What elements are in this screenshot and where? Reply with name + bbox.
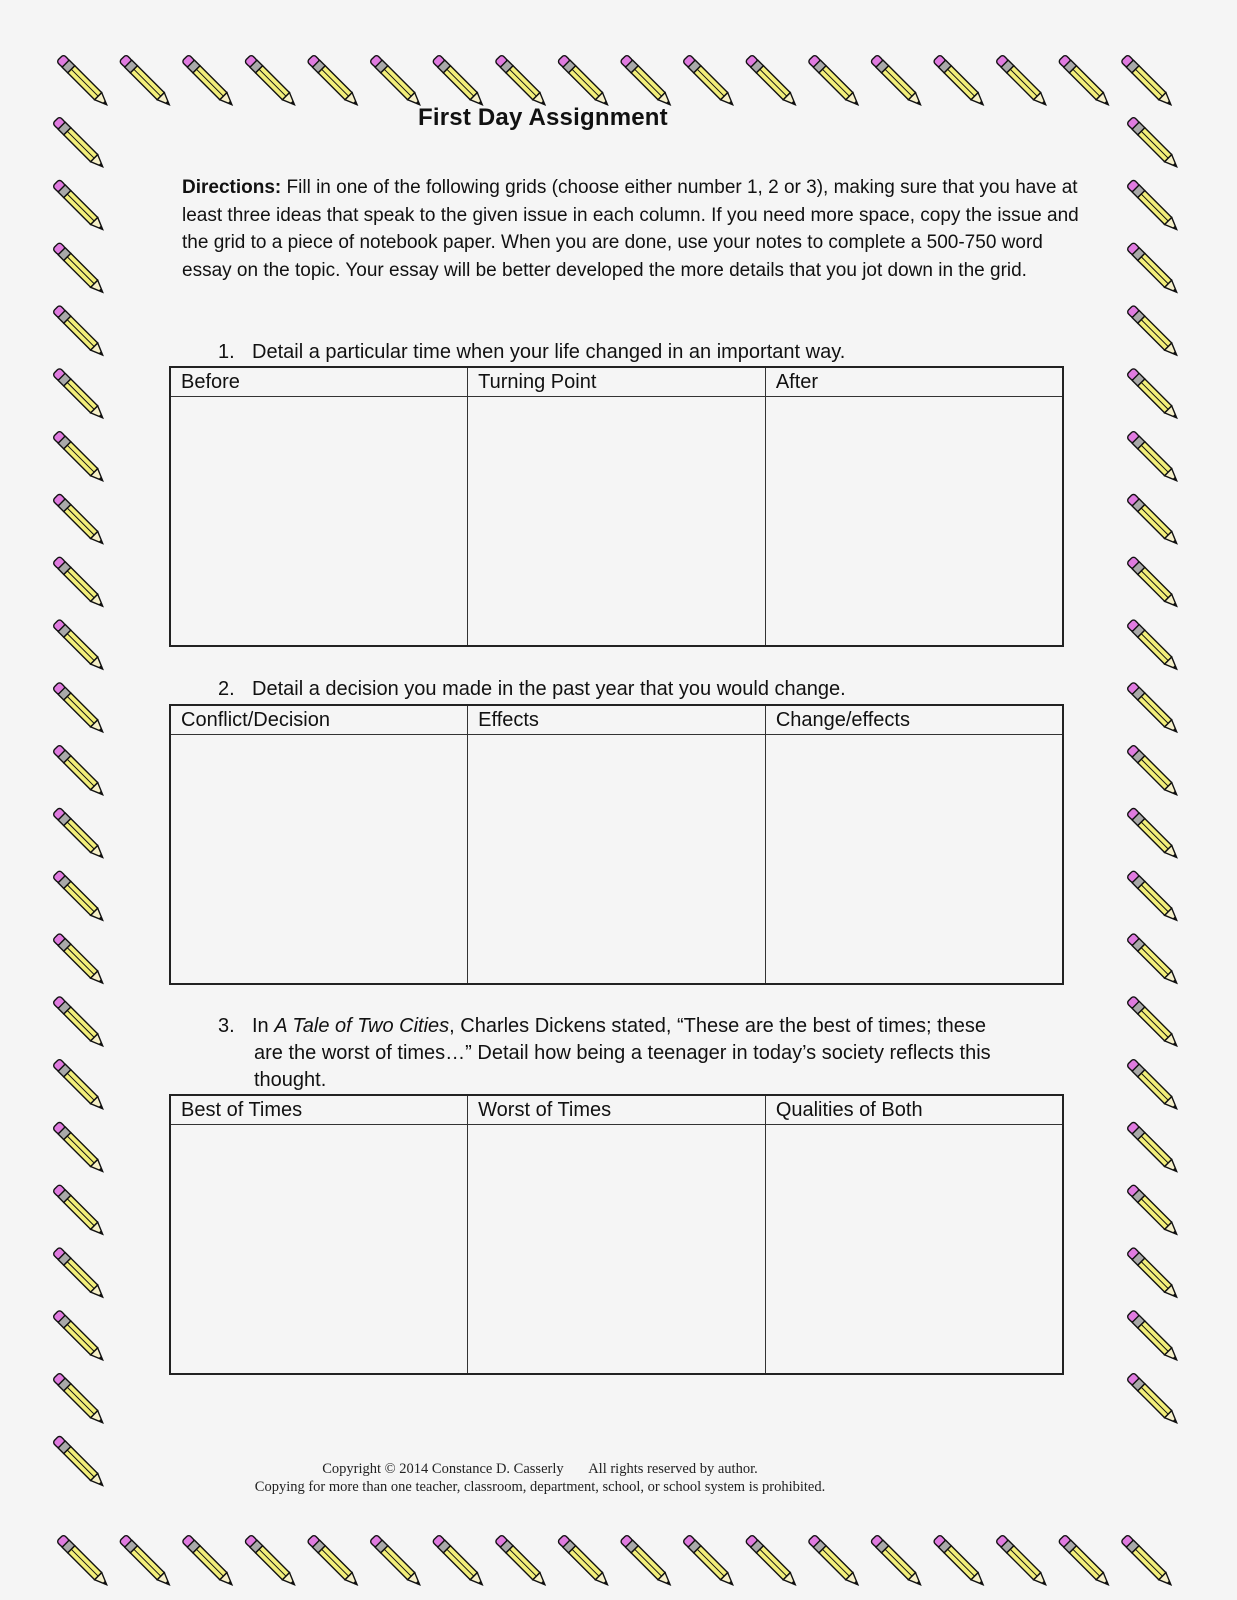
answer-cell[interactable] xyxy=(468,397,766,647)
rights-text: All rights reserved by author. xyxy=(588,1461,758,1477)
pencil-icon xyxy=(1126,1184,1180,1238)
pencil-icon xyxy=(1058,54,1112,108)
grid-header-row xyxy=(170,705,1063,735)
pencil-icon xyxy=(52,305,106,359)
pencil-icon xyxy=(557,1534,611,1588)
pencil-icon xyxy=(52,1372,106,1426)
pencil-icon xyxy=(52,493,106,547)
question-text-line3: thought. xyxy=(254,1069,327,1091)
grid-header-row xyxy=(170,1095,1063,1125)
pencil-icon xyxy=(52,1435,106,1489)
question-text-line1: , Charles Dickens stated, “These are the best of times; these xyxy=(449,1015,987,1037)
pencil-icon xyxy=(870,1534,924,1588)
pencil-icon xyxy=(495,1534,549,1588)
question-number: 1. xyxy=(218,341,235,363)
pencil-icon xyxy=(244,1534,298,1588)
pencil-icon xyxy=(1126,1121,1180,1175)
pencil-icon xyxy=(1126,368,1180,422)
pencil-icon xyxy=(1126,305,1180,359)
directions-text: Fill in one of the following grids (choose either number 1, 2 or 3), making sure that you have at least three ideas that speak to the given issue in each column. If you need more space, copy the issue and the grid to a piece of notebook paper. When you are done, use your notes to complete a 500-750 word essay on the topic. Your essay will be better developed the more details that you jot down in the grid. xyxy=(182,177,1079,281)
pencil-icon xyxy=(52,116,106,170)
pencil-icon xyxy=(52,1247,106,1301)
question-1 xyxy=(218,339,845,366)
pencil-icon xyxy=(52,619,106,673)
pencil-icon xyxy=(182,54,236,108)
pencil-icon xyxy=(52,430,106,484)
pencil-border-bottom xyxy=(0,1490,1237,1600)
pencil-icon xyxy=(1126,807,1180,861)
pencil-icon xyxy=(432,54,486,108)
question-text-prefix: In xyxy=(252,1015,275,1037)
pencil-icon xyxy=(995,54,1049,108)
pencil-icon xyxy=(52,556,106,610)
pencil-icon xyxy=(745,54,799,108)
pencil-border-left xyxy=(0,0,130,1600)
column-header: Before xyxy=(170,367,468,397)
pencil-icon xyxy=(1126,1372,1180,1426)
book-title: A Tale of Two Cities xyxy=(274,1015,450,1037)
grid-2 xyxy=(169,704,1064,985)
grid-header-row xyxy=(170,367,1063,397)
pencil-icon xyxy=(933,1534,987,1588)
copyright-text: Copyright © 2014 Constance D. Casserly xyxy=(322,1461,564,1477)
pencil-icon xyxy=(1126,744,1180,798)
pencil-icon xyxy=(52,1184,106,1238)
pencil-icon xyxy=(52,744,106,798)
pencil-icon xyxy=(870,54,924,108)
pencil-icon xyxy=(682,54,736,108)
answer-cell[interactable] xyxy=(170,735,468,985)
question-number: 2. xyxy=(218,678,235,700)
pencil-icon xyxy=(1126,619,1180,673)
pencil-icon xyxy=(52,1121,106,1175)
pencil-icon xyxy=(432,1534,486,1588)
column-header: Conflict/Decision xyxy=(170,705,468,735)
pencil-icon xyxy=(52,242,106,296)
pencil-icon xyxy=(307,54,361,108)
grid-3 xyxy=(169,1094,1064,1375)
pencil-icon xyxy=(369,1534,423,1588)
pencil-icon xyxy=(808,1534,862,1588)
pencil-icon xyxy=(1126,682,1180,736)
grid-answer-row xyxy=(170,397,1063,647)
pencil-icon xyxy=(1126,430,1180,484)
pencil-icon xyxy=(1126,933,1180,987)
column-header: Qualities of Both xyxy=(765,1095,1063,1125)
pencil-icon xyxy=(1126,242,1180,296)
pencil-icon xyxy=(52,996,106,1050)
pencil-icon xyxy=(1126,116,1180,170)
question-number: 3. xyxy=(218,1015,235,1037)
answer-cell[interactable] xyxy=(765,735,1063,985)
pencil-icon xyxy=(557,54,611,108)
answer-cell[interactable] xyxy=(468,1125,766,1375)
pencil-icon xyxy=(1126,1058,1180,1112)
pencil-icon xyxy=(1126,870,1180,924)
pencil-icon xyxy=(1126,179,1180,233)
question-3 xyxy=(218,1013,991,1094)
grid-1 xyxy=(169,366,1064,647)
pencil-icon xyxy=(52,1310,106,1364)
pencil-icon xyxy=(52,870,106,924)
column-header: Change/effects xyxy=(765,705,1063,735)
pencil-icon xyxy=(52,682,106,736)
answer-cell[interactable] xyxy=(765,397,1063,647)
directions-label: Directions: xyxy=(182,177,282,198)
column-header: Effects xyxy=(468,705,766,735)
column-header: After xyxy=(765,367,1063,397)
grid-answer-row xyxy=(170,735,1063,985)
pencil-icon xyxy=(495,54,549,108)
pencil-icon xyxy=(52,179,106,233)
footer-line-1 xyxy=(160,1460,920,1478)
column-header: Turning Point xyxy=(468,367,766,397)
page-title: First Day Assignment xyxy=(418,104,668,131)
pencil-icon xyxy=(244,54,298,108)
grid-answer-row xyxy=(170,1125,1063,1375)
pencil-icon xyxy=(52,368,106,422)
pencil-icon xyxy=(1126,1247,1180,1301)
answer-cell[interactable] xyxy=(170,1125,468,1375)
answer-cell[interactable] xyxy=(765,1125,1063,1375)
pencil-icon xyxy=(1126,996,1180,1050)
pencil-icon xyxy=(1126,556,1180,610)
question-text: Detail a decision you made in the past year that you would change. xyxy=(252,678,846,700)
pencil-icon xyxy=(995,1534,1049,1588)
pencil-border-top xyxy=(0,0,1237,120)
directions-paragraph xyxy=(182,174,1082,284)
pencil-icon xyxy=(620,54,674,108)
pencil-icon xyxy=(745,1534,799,1588)
pencil-icon xyxy=(182,1534,236,1588)
footer-line-2: Copying for more than one teacher, classroom, department, school, or school system is prohibited. xyxy=(254,1479,826,1495)
pencil-border-right xyxy=(1110,0,1237,1600)
pencil-icon xyxy=(808,54,862,108)
pencil-icon xyxy=(933,54,987,108)
pencil-icon xyxy=(52,933,106,987)
pencil-icon xyxy=(307,1534,361,1588)
answer-cell[interactable] xyxy=(170,397,468,647)
column-header: Best of Times xyxy=(170,1095,468,1125)
answer-cell[interactable] xyxy=(468,735,766,985)
column-header: Worst of Times xyxy=(468,1095,766,1125)
pencil-icon xyxy=(369,54,423,108)
pencil-icon xyxy=(682,1534,736,1588)
pencil-icon xyxy=(1126,493,1180,547)
copyright-footer xyxy=(160,1460,920,1496)
pencil-icon xyxy=(1058,1534,1112,1588)
question-2 xyxy=(218,676,846,703)
pencil-icon xyxy=(1126,1310,1180,1364)
pencil-icon xyxy=(52,807,106,861)
pencil-icon xyxy=(620,1534,674,1588)
pencil-icon xyxy=(52,1058,106,1112)
question-text: Detail a particular time when your life changed in an important way. xyxy=(252,341,846,363)
question-text-line2: are the worst of times…” Detail how being a teenager in today’s society reflects this xyxy=(254,1042,991,1064)
